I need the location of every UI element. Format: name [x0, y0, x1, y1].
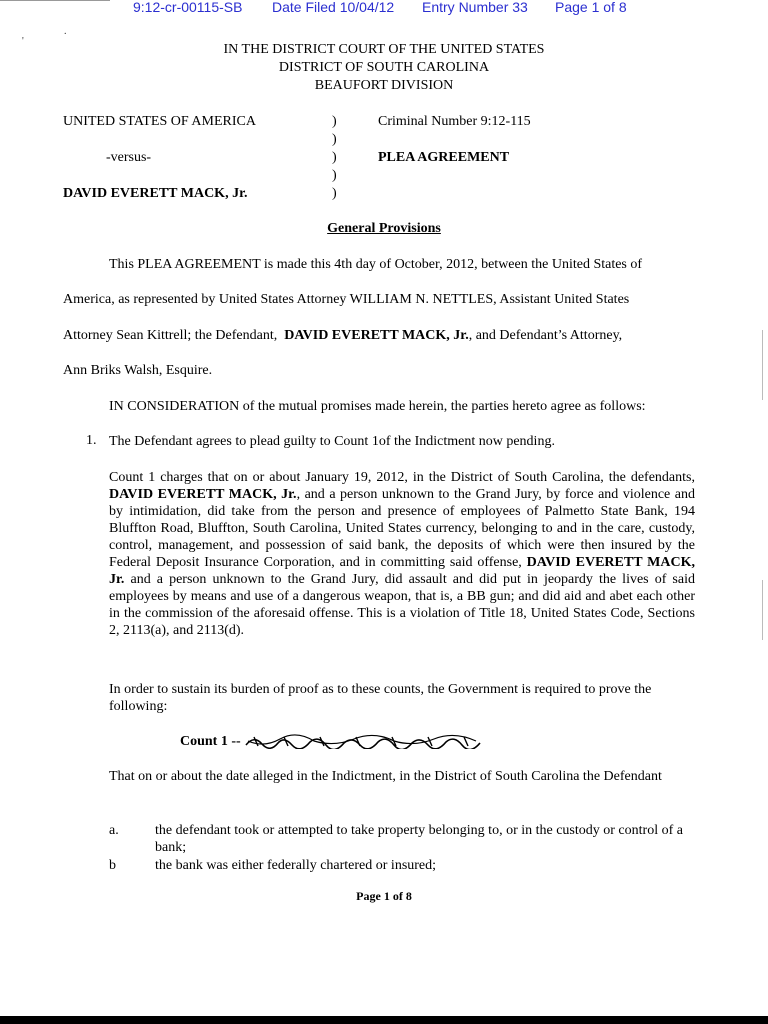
banner-date-filed: Date Filed 10/04/12 [272, 0, 395, 15]
page-footer: Page 1 of 8 [356, 889, 412, 903]
element-label: a. [109, 823, 119, 838]
caption-paren: ) [332, 186, 337, 201]
banner-case-number: 9:12-cr-00115-SB [133, 0, 243, 15]
struck-through-text [244, 733, 484, 749]
scan-bottom-edge [0, 1016, 768, 1024]
item-number: 1. [86, 433, 97, 448]
caption-paren: ) [332, 168, 337, 183]
section-heading: General Provisions [327, 221, 441, 236]
caption-versus: -versus- [106, 150, 152, 165]
document-title: PLEA AGREEMENT [378, 150, 510, 165]
count-defendant-name: DAVID EVERETT MACK, Jr. [109, 555, 695, 587]
count-heading [180, 733, 484, 750]
intro-line-4: Ann Briks Walsh, Esquire. [63, 363, 213, 378]
intro-line-3 [63, 327, 622, 344]
item-1-text: The Defendant agrees to plead guilty to Count 1of the Indictment now pending. [109, 434, 555, 449]
criminal-number: Criminal Number 9:12-115 [378, 114, 531, 129]
filing-banner [0, 0, 768, 16]
caption-defendant: DAVID EVERETT MACK, Jr. [63, 186, 248, 201]
burden-text: In order to sustain its burden of proof as to these counts, the Government is required to prove the following: [109, 682, 652, 714]
court-header [0, 41, 768, 95]
scan-edge [762, 580, 763, 640]
court-line-3: BEAUFORT DIVISION [314, 78, 454, 93]
court-line-2: DISTRICT OF SOUTH CAROLINA [278, 60, 490, 75]
element-text: the defendant took or attempted to take property belonging to, or in the custody or control of a bank; [155, 823, 683, 855]
caption-paren: ) [332, 114, 337, 129]
caption-plaintiff: UNITED STATES OF AMERICA [63, 114, 256, 129]
caption-paren: ) [332, 150, 337, 165]
intro-line-2: America, as represented by United States Attorney WILLIAM N. NETTLES, Assistant United States [63, 292, 630, 307]
alleged-text: That on or about the date alleged in the Indictment, in the District of South Carolina the Defendant [109, 769, 662, 784]
element-label: b [109, 858, 116, 873]
court-line-1: IN THE DISTRICT COURT OF THE UNITED STATES [223, 42, 545, 57]
scan-speck: . [64, 26, 67, 37]
intro-defendant-name: DAVID EVERETT MACK, Jr. [284, 328, 469, 343]
count-text-part-2: , and a person unknown to the Grand Jury, by force and violence and by intimidation, did take from the person and presence of employees of Palmetto State Bank, 194 Bluffton Road, Bluffton, South Carolina, United States currency, belonging to and in the care, custody, control, management, and possession of said bank, the deposits of which were then insured by the Federal Deposit Insurance Corporation, and in committing said offense, [109, 487, 695, 570]
banner-page: Page 1 of 8 [555, 0, 627, 15]
consideration-text: IN CONSIDERATION of the mutual promises made herein, the parties hereto agree as follows: [109, 399, 646, 414]
intro-line-3-text: Attorney Sean Kittrell; the Defendant, [63, 328, 278, 343]
intro-line-1: This PLEA AGREEMENT is made this 4th day of October, 2012, between the United States of [109, 257, 643, 272]
count-heading-label: Count 1 -- [180, 734, 241, 749]
caption-paren: ) [332, 132, 337, 147]
scan-edge [762, 330, 763, 400]
count-description [109, 469, 695, 639]
element-text: the bank was either federally chartered or insured; [155, 858, 437, 873]
count-text-part-1: Count 1 charges that on or about January 19, 2012, in the District of South Carolina, the defendants, [109, 470, 695, 485]
banner-entry-number: Entry Number 33 [422, 0, 528, 15]
scan-speck: ' [22, 36, 24, 47]
count-text-part-3: and a person unknown to the Grand Jury, did assault and did put in jeopardy the lives of said employees by means and use of a dangerous weapon, that is, a BB gun; and did aid and abet each other in the commission of the aforesaid offense. This is a violation of Title 18, United States Code, Sections 2, 2113(a), and 2113(d). [109, 572, 695, 638]
count-defendant-name: DAVID EVERETT MACK, Jr. [109, 487, 297, 502]
intro-line-3-tail: , and Defendant’s Attorney, [468, 328, 623, 343]
